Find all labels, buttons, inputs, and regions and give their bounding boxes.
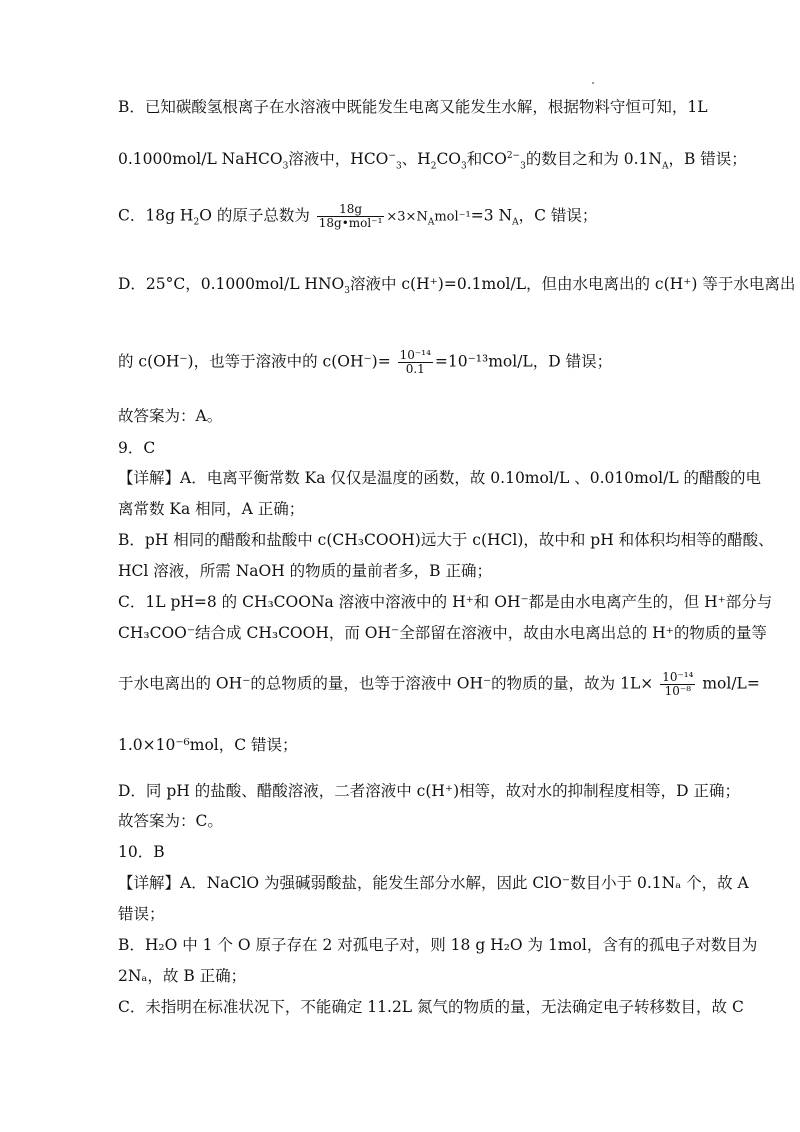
q9-b-line1: B．pH 相同的醋酸和盐酸中 c(CH₃COOH)远大于 c(HCl)，故中和 pH 和体积均相等的醋酸、: [118, 531, 774, 549]
q10-c-line1: C．未指明在标准状况下，不能确定 11.2L 氮气的物质的量，无法确定电子转移数目，故 C: [118, 998, 744, 1016]
q9-c-line3: 于水电离出的 OH⁻的总物质的量，也等于溶液中 OH⁻的物质的量，故为 1L× $\frac{\text{10⁻¹⁴}}{\text{10⁻⁸}}$ mol/L=: [118, 670, 760, 698]
q8-option-b-line2: 0.1000mol/L NaHCO$_3$溶液中，$HCO^-_3$、$H_2CO_3$和$CO^{2-}_3$的数目之和为 $0.1N_A$，B 错误；: [118, 150, 747, 172]
q8-option-d-line2: 的 c(OH⁻)，也等于溶液中的 c(OH⁻)= $\frac{\text{10⁻¹⁴}}{0.1}$ =10⁻¹³mol/L，D 错误；: [118, 348, 613, 376]
q10-a-line2: 错误；: [118, 905, 165, 923]
fraction-kw-over-conc: $\frac{\text{10⁻¹⁴}}{0.1}$: [399, 348, 431, 376]
q9-a-line1: 【详解】A．电离平衡常数 Ka 仅仅是温度的函数，故 0.10mol/L 、0.010mol/L 的醋酸的电: [118, 469, 762, 487]
scan-dot: [592, 82, 594, 84]
q8-option-b-line1: B．已知碳酸氢根离子在水溶液中既能发生电离又能发生水解，根据物料守恒可知，1L: [118, 98, 708, 116]
q10-b-line1: B．H₂O 中 1 个 O 原子存在 2 对孤电子对，则 18 g H₂O 为 1mol，含有的孤电子对数目为: [118, 936, 758, 954]
fraction-kw-over-oh: $\frac{\text{10⁻¹⁴}}{\text{10⁻⁸}}$: [662, 670, 694, 698]
q9-number: 9．C: [118, 439, 156, 457]
q9-a-line2: 离常数 Ka 相同，A 正确；: [118, 500, 305, 518]
q9-d-line1: D．同 pH 的盐酸、醋酸溶液，二者溶液中 c(H⁺)相等，故对水的抑制程度相等，D 正确；: [118, 782, 740, 800]
q9-c-line1: C．1L pH=8 的 CH₃COONa 溶液中溶液中的 H⁺和 OH⁻都是由水电离产生的，但 H⁺部分与: [118, 593, 773, 611]
q9-b-line2: HCl 溶液，所需 NaOH 的物质的量前者多，B 正确；: [118, 562, 492, 580]
q9-answer: 故答案为：C。: [118, 812, 223, 830]
q10-b-line2: 2Nₐ，故 B 正确；: [118, 967, 247, 985]
q10-a-line1: 【详解】A．NaClO 为强碱弱酸盐，能发生部分水解，因此 ClO⁻数目小于 0.1Nₐ 个，故 A: [118, 874, 749, 892]
q10-number: 10．B: [118, 843, 165, 861]
fraction-mass-over-molar: $\frac{18g}{\text{18g•mol⁻¹}}$: [318, 202, 383, 230]
q8-option-c: C．18g $H_2O$ 的原子总数为 $\frac{18g}{\text{18g•mol⁻¹}}$ $\times 3\times N_Amol^{-1}=3$ $N_A$，C 错误；: [118, 202, 598, 230]
q9-c-line2: CH₃COO⁻结合成 CH₃COOH，而 OH⁻全部留在溶液中，故由水电离出总的 H⁺的物质的量等: [118, 624, 767, 642]
q8-answer: 故答案为：A。: [118, 407, 223, 425]
q9-c-line4: 1.0×10⁻⁶mol，C 错误；: [118, 736, 298, 754]
q8-option-d-line1: D．25°C，0.1000mol/L $HNO_3$溶液中 c(H⁺)=0.1mol/L，但由水电离出的 c(H⁺) 等于水电离出: [118, 275, 796, 297]
